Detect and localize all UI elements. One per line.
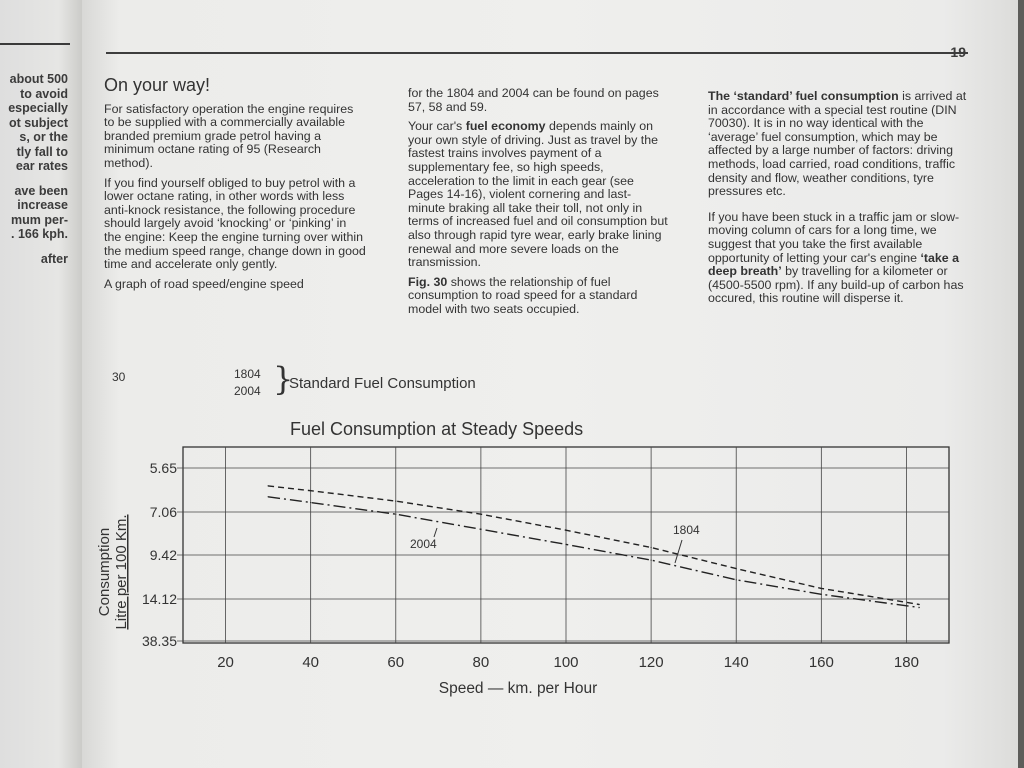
data-point-2004 [310,502,311,503]
left-page-line: increase [17,198,68,212]
x-tick-label: 180 [893,654,919,671]
x-tick-label: 120 [638,654,664,671]
data-point-1804 [919,604,920,605]
x-tick-label: 80 [472,654,490,671]
chart-title: Fuel Consumption at Steady Speeds [290,419,584,439]
data-point-2004 [919,607,920,608]
y-tick-label: 9.42 [149,547,177,563]
y-tick-label: 5.65 [149,460,177,476]
paragraph: A graph of road speed/engine speed [104,276,304,291]
annotation-leader-1804 [675,540,682,563]
y-tick-label: 38.35 [141,633,177,649]
data-point-1804 [565,530,566,531]
left-page-line: s, or the [19,130,68,144]
right-page [82,0,1018,768]
paragraph: Your car's fuel economy depends mainly on your own style of driving. Just as travel by the fastest trains involves payment of a supplementary fee, so high speeds, acceleration to the limit in each gear (see Pages 14-16), violent cornering and last-minute braking all take their toll, not only in terms of increased fuel and oil consumption but also through rapid tyre wear, early brake lining renewal and more severe loads on the transmission. [408,119,668,270]
model-label-1804: 1804 [234,367,261,381]
data-point-2004 [268,496,269,497]
x-axis-label: Speed — km. per Hour [438,680,598,697]
data-point-2004 [821,594,822,595]
y-tick-label: 7.06 [149,504,177,520]
annotation-leader-2004 [434,528,437,537]
data-point-1804 [821,588,822,589]
fuel-consumption-chart [82,0,1018,768]
paragraph: The ‘standard’ fuel consumption is arrived at in accordance with a special test routine (DIN 70030). It is in no way identical with the ‘average’ fuel consumption, which may be affected by a large number of factors: driving methods, load carried, road conditions, traffic density and flow, weather conditions, tyre pressures etc. [708,89,967,199]
left-page-line: to avoid [20,86,68,101]
figure-caption: Standard Fuel Consumption [289,375,476,392]
paragraph: Fig. 30 shows the relationship of fuel consumption to road speed for a standard model with two seats occupied. [408,274,638,316]
annotation-label-1804: 1804 [673,523,700,537]
y-tick-label: 14.12 [141,591,177,607]
brace-icon: } [273,360,294,398]
left-page [0,0,84,768]
left-page-line: especially [8,101,68,115]
x-tick-label: 160 [808,654,834,671]
left-page-line: mum per- [11,212,68,227]
data-point-2004 [565,544,566,545]
x-tick-label: 40 [302,654,320,671]
left-page-line: after [40,251,68,266]
left-page-line: ot subject [8,115,68,130]
paragraph: If you have been stuck in a traffic jam or slow-moving column of cars for a long time, we suggest that you take the first available opportunity of letting your car's engine ‘take a deep breath’ by travelling for a kilometer or (4500-5500 rpm). If any build-up of carbon has occured, this routine will disperse it. [708,209,964,306]
model-label-2004: 2004 [234,384,261,398]
data-point-2004 [736,579,737,580]
y-axis-label-line2: Litre per 100 Km. [113,514,130,630]
data-point-1804 [736,568,737,569]
left-page-rule [0,43,70,45]
x-tick-label: 20 [217,654,234,671]
data-point-1804 [310,490,311,491]
x-tick-label: 60 [387,654,405,671]
left-page-line: ear rates [15,159,68,173]
section-heading: On your way! [104,75,211,95]
x-tick-label: 140 [723,654,749,671]
paragraph: If you find yourself obliged to buy petrol with a lower octane rating, in other words with less anti-knock resistance, the following procedure should largely avoid ‘knocking’ or ‘pinking’ in the engine: Keep the engine turning over within the medium speed range, change down in good time and accelerate only gently. [104,175,366,272]
left-page-line: . 166 kph. [11,227,68,241]
left-page-line: ave been [14,183,68,198]
data-point-1804 [268,485,269,486]
left-page-line: about 500 [9,72,68,86]
left-page-line: tly fall to [16,144,68,159]
data-point-2004 [395,514,396,515]
x-tick-label: 100 [553,654,579,671]
page-number: 19 [950,44,966,60]
data-point-1804 [480,514,481,515]
paragraph: for the 1804 and 2004 can be found on pages 57, 58 and 59. [408,86,659,114]
y-axis-label-line1: Consumption [96,527,113,617]
paragraph: For satisfactory operation the engine requires to be supplied with a commercially available branded premium grade petrol having a minimum octane rating of 95 (Research method). [104,101,354,170]
data-point-1804 [395,501,396,502]
data-point-2004 [480,529,481,530]
data-point-2004 [651,560,652,561]
data-point-1804 [651,547,652,548]
figure-number: 30 [112,370,126,384]
annotation-label-2004: 2004 [410,537,437,551]
